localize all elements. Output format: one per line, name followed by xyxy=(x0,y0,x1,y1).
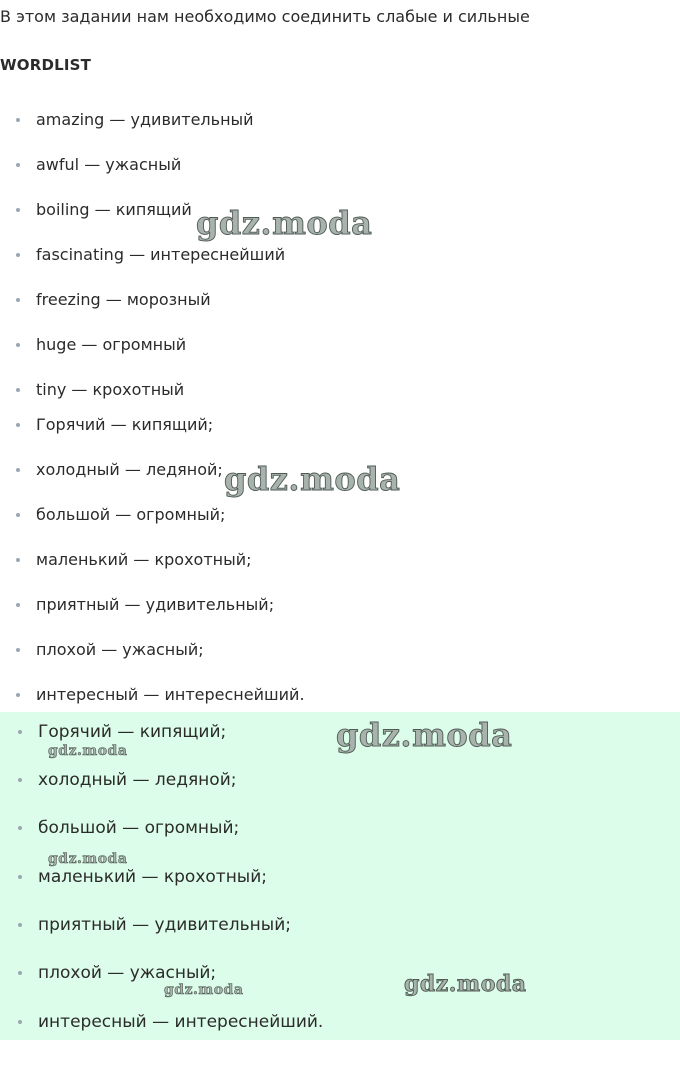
watermark: gdz.moda xyxy=(336,716,513,754)
list-item-text: freezing — морозный xyxy=(36,290,211,309)
bullet-icon xyxy=(18,971,22,975)
bullet-icon xyxy=(18,778,22,782)
wordlist-heading: WORDLIST xyxy=(0,56,92,74)
bullet-icon xyxy=(16,648,20,652)
bullet-icon xyxy=(16,388,20,392)
list-item-text: huge — огромный xyxy=(36,335,187,354)
watermark: gdz.moda xyxy=(164,982,244,998)
answer-block xyxy=(0,712,680,1040)
list-item-text: boiling — кипящий xyxy=(36,200,192,219)
watermark: gdz.moda xyxy=(224,460,401,498)
watermark: gdz.moda xyxy=(404,971,527,997)
list-item-text: интересный — интереснейший. xyxy=(38,1012,324,1032)
list-item-text: интересный — интереснейший. xyxy=(36,685,305,704)
list-item-text: Горячий — кипящий; xyxy=(38,722,227,742)
list-item-text: маленький — крохотный; xyxy=(38,867,268,887)
bullet-icon xyxy=(16,253,20,257)
bullet-icon xyxy=(16,513,20,517)
bullet-icon xyxy=(18,875,22,879)
bullet-icon xyxy=(18,1020,22,1024)
list-item-text: маленький — крохотный; xyxy=(36,550,252,569)
bullet-icon xyxy=(16,208,20,212)
bullet-icon xyxy=(16,693,20,697)
bullet-icon xyxy=(18,923,22,927)
list-item-text: плохой — ужасный; xyxy=(36,640,204,659)
list-item-text: плохой — ужасный; xyxy=(38,963,217,983)
bullet-icon xyxy=(16,603,20,607)
bullet-icon xyxy=(16,163,20,167)
list-item-text: холодный — ледяной; xyxy=(38,770,237,790)
list-item-text: холодный — ледяной; xyxy=(36,460,223,479)
bullet-icon xyxy=(16,343,20,347)
bullet-icon xyxy=(16,468,20,472)
bullet-icon xyxy=(18,826,22,830)
list-item-text: большой — огромный; xyxy=(36,505,226,524)
watermark: gdz.moda xyxy=(48,743,128,759)
list-item-text: fascinating — интереснейший xyxy=(36,245,286,264)
list-item-text: большой — огромный; xyxy=(38,818,240,838)
list-item-text: tiny — крохотный xyxy=(36,380,185,399)
intro-text: В этом задании нам необходимо соединить слабые и сильные xyxy=(0,7,530,26)
list-item-text: Горячий — кипящий; xyxy=(36,415,214,434)
list-item-text: приятный — удивительный; xyxy=(36,595,275,614)
watermark: gdz.moda xyxy=(48,851,128,867)
list-item-text: amazing — удивительный xyxy=(36,110,254,129)
list-item-text: приятный — удивительный; xyxy=(38,915,291,935)
list-item-text: awful — ужасный xyxy=(36,155,182,174)
bullet-icon xyxy=(16,423,20,427)
bullet-icon xyxy=(18,730,22,734)
bullet-icon xyxy=(16,558,20,562)
bullet-icon xyxy=(16,118,20,122)
bullet-icon xyxy=(16,298,20,302)
watermark: gdz.moda xyxy=(196,204,373,242)
